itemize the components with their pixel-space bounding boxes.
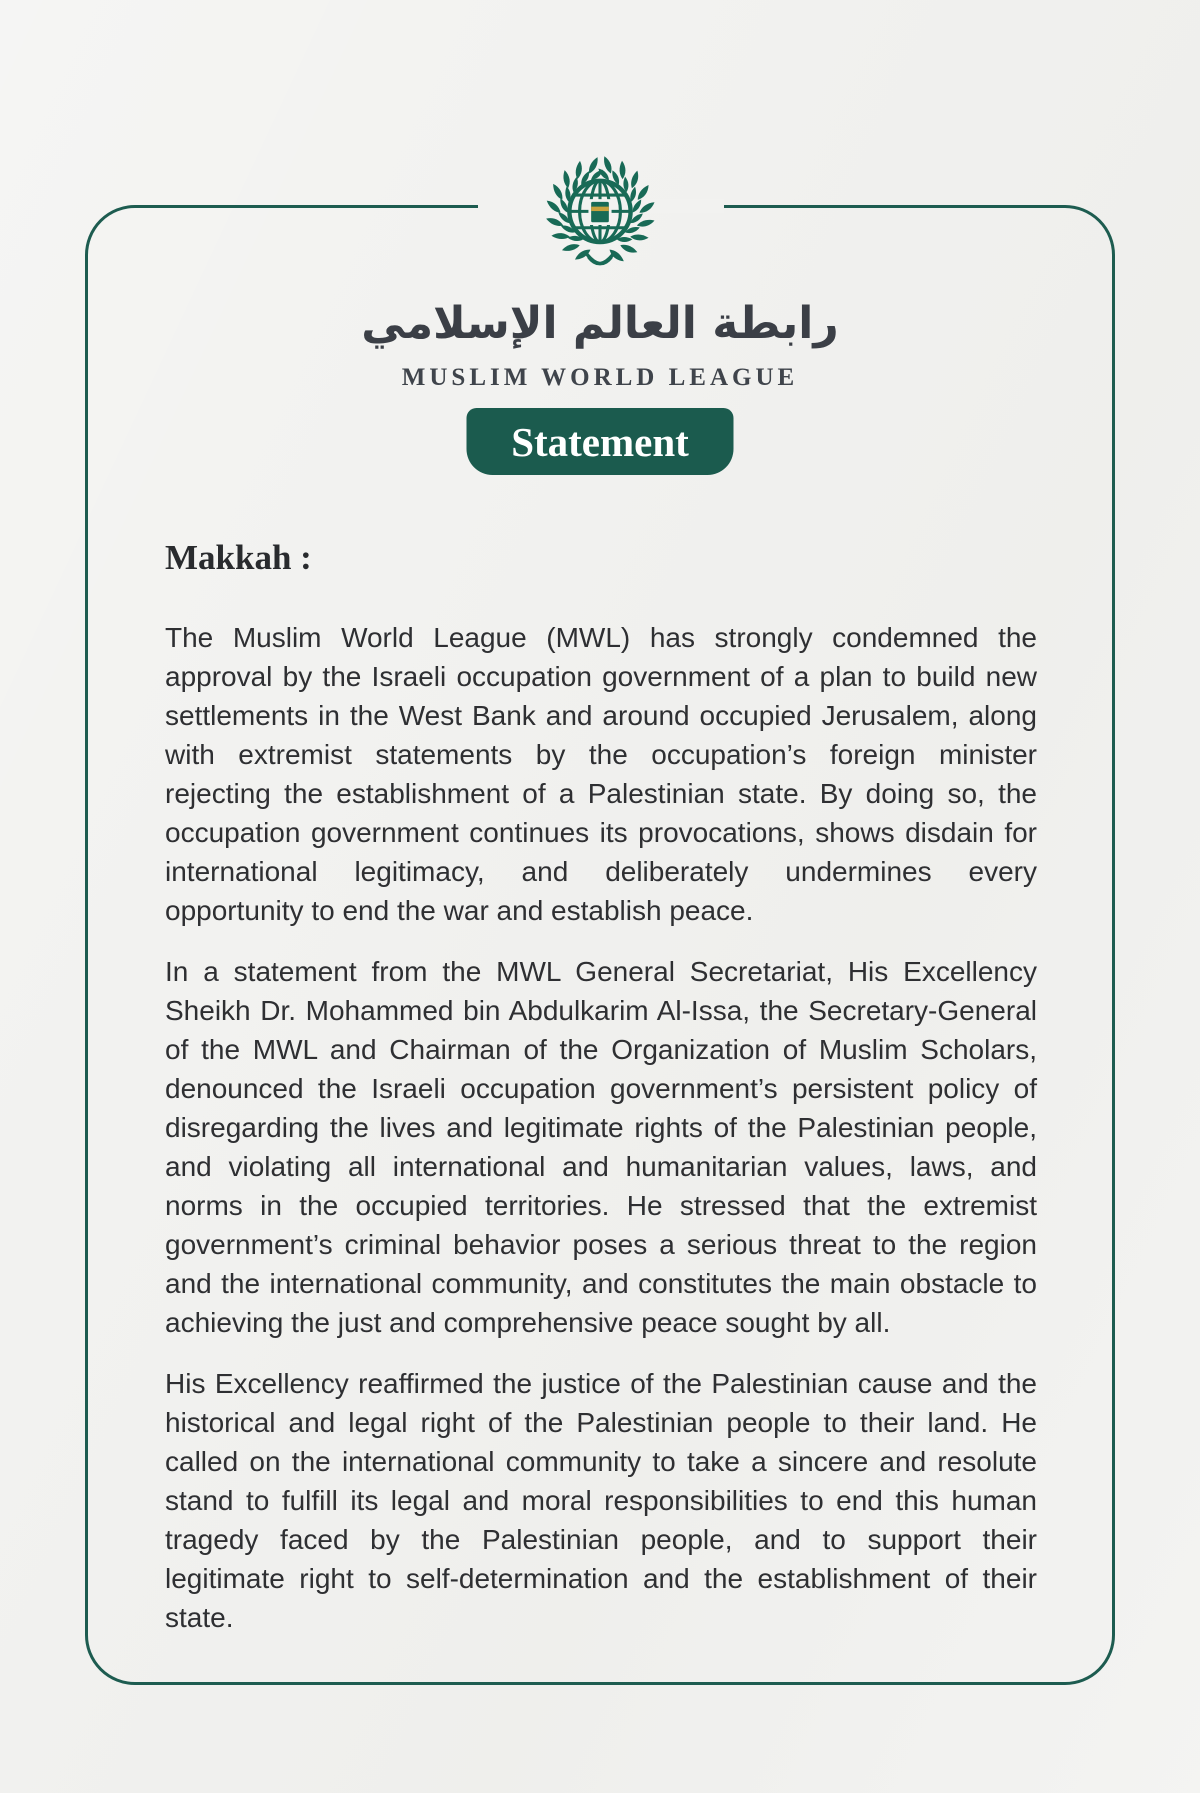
org-name-text: MUSLIM WORLD LEAGUE [401,364,799,391]
kaaba-icon [588,199,611,225]
statement-paragraph-1: The Muslim World League (MWL) has strongly condemned the approval by the Israeli occupation government of a plan to build new settlements in the West Bank and around occupied Jerusalem, along with extremist statements by the occupation’s foreign minister rejecting the establishment of a Palestinian state. By doing so, the occupation government continues its provocations, shows disdain for international legitimacy, and deliberately undermines every opportunity to end the war and establish peace. [165,622,1037,926]
statement-paragraph-3: His Excellency reaffirmed the justice of the Palestinian cause and the historical and legal right of the Palestinian people to their land. He called on the international community to take a sincere and resolute stand to fulfill its legal and moral responsibilities to end this human tragedy faced by the Palestinian people, and to support their legitimate right to self-determination and the establishment of their state. [165,1368,1037,1633]
statement-body [165,538,1037,1659]
arabic-calligraphy-title: رابطة العالم الإسلامي [361,298,839,349]
dateline-heading: Makkah : [165,538,312,577]
statement-paragraph-2: In a statement from the MWL General Secretariat, His Excellency Sheikh Dr. Mohammed bin Abdulkarim Al-Issa, the Secretary-General of the MWL and Chairman of the Organization of Muslim Scholars, denounced the Israeli occupation government’s persistent policy of disregarding the lives and legitimate rights of the Palestinian people, and violating all international and humanitarian values, laws, and norms in the occupied territories. He stressed that the extremist government’s criminal behavior poses a serious threat to the region and the international community, and constitutes the main obstacle to achieving the just and comprehensive peace sought by all. [165,956,1037,1338]
statement-banner [467,408,734,475]
statement-banner-label: Statement [511,418,689,465]
laurel-wreath-globe-icon [532,150,668,283]
